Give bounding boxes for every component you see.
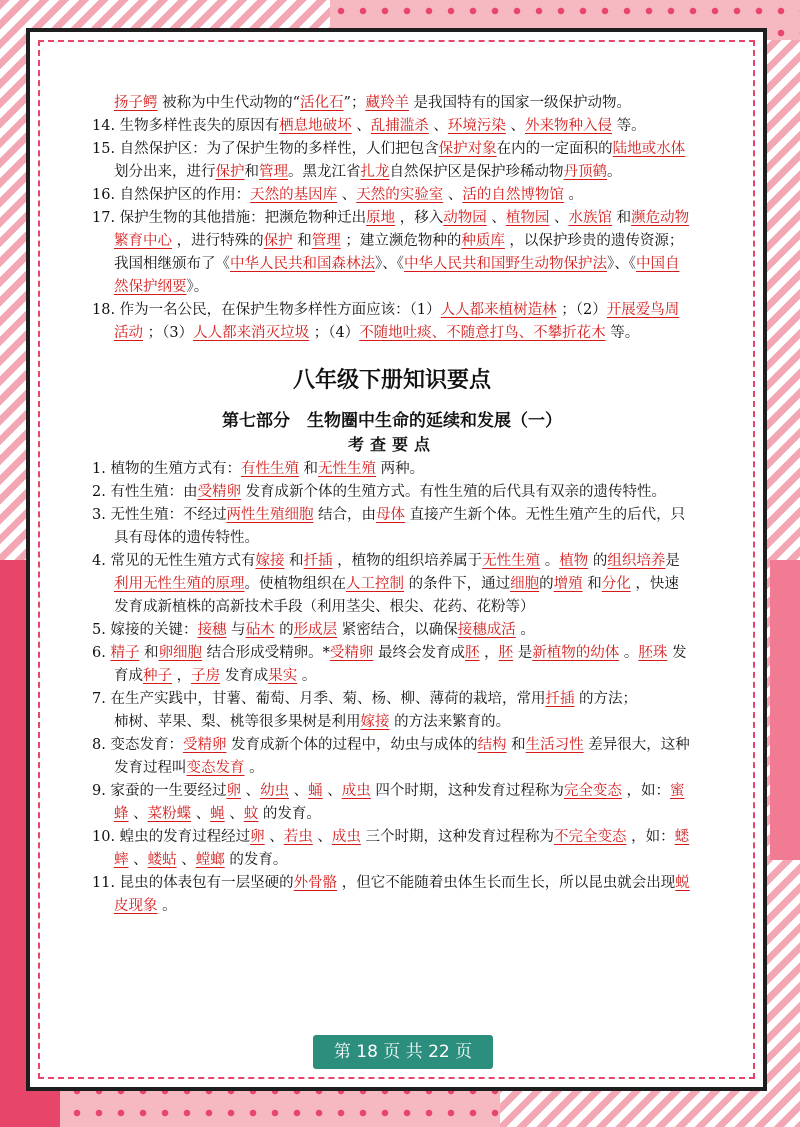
background-corner-right: [770, 560, 800, 860]
answer-text: 不完全变态: [554, 829, 627, 845]
section-title: 八年级下册知识要点: [292, 368, 491, 393]
item-text: 等。: [605, 325, 640, 341]
item-text: 。: [515, 622, 535, 638]
document-content: [92, 92, 692, 918]
item-text: 结合形成受精卵。*: [202, 645, 330, 661]
answer-text: 人人都来植树造林: [440, 302, 557, 318]
item-l14: [92, 115, 692, 138]
item-text: 》。: [186, 279, 209, 295]
item-text: 、: [428, 118, 448, 134]
answer-text: 幼虫: [260, 783, 290, 799]
answer-text: 管理: [259, 164, 288, 180]
item-text: 1. 植物的生殖方式有：: [92, 461, 241, 477]
answer-text: 外骨骼: [293, 875, 338, 891]
item-text: 的: [274, 622, 294, 638]
answer-text: 精子: [110, 645, 140, 661]
answer-text: 完全变态: [563, 783, 622, 799]
item-text: ，但它不能随着虫体生长而生长，所以昆虫就会出现: [337, 875, 676, 891]
item-l18: [92, 299, 692, 345]
item-text: 和: [582, 576, 602, 592]
item-text: 。: [619, 645, 639, 661]
answer-text: 胚: [498, 645, 514, 661]
answer-text: 栖息地破坏: [279, 118, 352, 134]
previous-section-items: [92, 92, 692, 345]
item-text: 、: [264, 829, 284, 845]
item-text: 、: [549, 210, 569, 226]
item-text: 、: [176, 852, 196, 868]
item-text: ；（2）: [556, 302, 607, 318]
answer-text: 嫁接: [255, 553, 285, 569]
answer-text: 两性生殖细胞: [226, 507, 314, 523]
answer-text: 果实: [268, 668, 298, 684]
answer-text: 有性生殖: [240, 461, 299, 477]
answer-text: 嫁接: [360, 714, 390, 730]
answer-text: 砧木: [245, 622, 275, 638]
answer-text: 螳螂: [195, 852, 225, 868]
item-text: 直接产生新个体。无性生殖产生的后代，只具有母体的遗传特性。: [114, 507, 686, 546]
item-text: 9. 家蚕的一生要经过: [92, 783, 227, 799]
item-text: ”；: [343, 95, 366, 111]
item-text: 和: [284, 553, 304, 569]
answer-text: 利用无性生殖的原理: [114, 576, 245, 592]
item-m11: [92, 872, 692, 918]
item-text: 等。: [612, 118, 646, 134]
item-text: 、: [128, 806, 148, 822]
item-text: 3. 无性生殖：不经过: [92, 507, 227, 523]
answer-text: 卵细胞: [158, 645, 203, 661]
answer-text: 蚊: [243, 806, 259, 822]
answer-text: 蝼蛄: [147, 852, 177, 868]
item-text: 是我国特有的国家一级保护动物。: [408, 95, 632, 111]
item-text: 、: [240, 783, 261, 799]
item-text: ，移入: [395, 210, 444, 226]
answer-text: 母体: [376, 507, 406, 523]
item-l15: [92, 138, 692, 184]
item-l16: [92, 184, 692, 207]
item-text: ，以保护珍贵的遗传资源；我国相继颁布了《: [114, 233, 684, 272]
answer-text: 中华人民共和国森林法: [230, 256, 375, 272]
answer-text: 丹顶鹤: [563, 164, 607, 180]
item-text: 最终会发育成: [373, 645, 466, 661]
answer-text: 分化: [601, 576, 631, 592]
answer-text: 蝇: [210, 806, 225, 822]
answer-text: 不随地吐痰、不随意打鸟、不攀折花木: [359, 325, 606, 341]
answer-text: 保护: [215, 164, 245, 180]
answer-text: 人人都来消灭垃圾: [193, 325, 310, 341]
answer-text: 天然的基因库: [250, 187, 338, 203]
item-text: 发育成: [114, 645, 687, 684]
answer-text: 濒危动物繁育中心: [114, 210, 690, 249]
answer-text: 新植物的幼体: [532, 645, 620, 661]
item-text: 差异很大，这种发育过程叫: [114, 737, 690, 776]
answer-text: 成虫: [341, 783, 371, 799]
answer-text: 菜粉蝶: [147, 806, 192, 822]
item-text: 。: [540, 553, 560, 569]
item-text: ，快速发育成新植株的高新技术手段（利用茎尖、根尖、花药、花粉等）: [114, 576, 679, 615]
answer-text: 植物园: [505, 210, 550, 226]
key-points-list: [92, 458, 692, 918]
item-text: 自然保护区是保护珍稀动物: [389, 164, 564, 180]
answer-text: 细胞: [510, 576, 540, 592]
item-text: 的: [539, 576, 554, 592]
item-text: 。: [244, 760, 264, 776]
item-text: 、: [351, 118, 371, 134]
item-text: ；建立濒危物种的: [340, 233, 462, 249]
item-m2: [92, 481, 692, 504]
item-m7b: [92, 711, 692, 734]
item-text: 》、《: [375, 256, 404, 272]
answer-text: 乱捕滥杀: [370, 118, 429, 134]
item-text: 11. 昆虫的体表包有一层坚硬的: [92, 875, 294, 891]
item-text: 。: [563, 187, 583, 203]
item-text: 的发育。: [224, 852, 288, 868]
answer-text: 无性生殖: [482, 553, 541, 569]
answer-text: 胚珠: [638, 645, 668, 661]
item-l17: [92, 207, 692, 299]
item-text: ；（4）: [309, 325, 360, 341]
item-text: 和: [292, 233, 312, 249]
answer-text: 陆地或水体: [612, 141, 686, 157]
answer-text: 卵: [250, 829, 265, 845]
item-m10: [92, 826, 692, 872]
item-text: 划分出来，进行: [114, 164, 216, 180]
answer-text: 天然的实验室: [356, 187, 444, 203]
answer-text: 蜕皮现象: [114, 875, 690, 914]
item-text: 结合，由: [313, 507, 377, 523]
answer-text: 组织培养: [607, 553, 666, 569]
answer-text: 增殖: [553, 576, 583, 592]
item-text: 、: [191, 806, 211, 822]
item-text: 、: [128, 852, 148, 868]
answer-text: 种质库: [461, 233, 505, 249]
answer-text: 扬子鳄: [114, 95, 158, 111]
item-m4: [92, 550, 692, 619]
item-text: ，如：: [621, 783, 670, 799]
answer-text: 卵: [226, 783, 241, 799]
item-text: 四个时期，这种发育过程称为: [370, 783, 564, 799]
item-text: 。: [297, 668, 317, 684]
item-text: 发育成新个体的生殖方式。有性生殖的后代具有双亲的遗传特性。: [240, 484, 667, 500]
answer-text: 受精卵: [329, 645, 374, 661]
answer-text: 活的自然博物馆: [462, 187, 564, 203]
answer-text: 扎龙: [360, 164, 390, 180]
answer-text: 中国自然保护纲要: [114, 256, 680, 295]
item-text: 、: [337, 187, 357, 203]
answer-text: 受精卵: [182, 737, 227, 753]
answer-text: 接穗成活: [457, 622, 516, 638]
item-text: 5. 嫁接的关键：: [92, 622, 198, 638]
item-text: 4. 常见的无性生殖方式有: [92, 553, 256, 569]
item-text: 发育成: [220, 668, 269, 684]
item-text: 16. 自然保护区的作用：: [92, 187, 251, 203]
item-m6: [92, 642, 692, 688]
answer-text: 扦插: [545, 691, 575, 707]
item-text: 18. 作为一名公民，在保护生物多样性方面应该：（1）: [92, 302, 441, 318]
item-text: 和: [506, 737, 526, 753]
sub-title: 考查要点: [347, 435, 436, 454]
answer-text: 种子: [143, 668, 172, 684]
item-text: 的发育。: [258, 806, 321, 822]
item-text: 与: [226, 622, 246, 638]
item-text: 15. 自然保护区：为了保护生物的多样性，人们把包含: [92, 141, 439, 157]
item-l1: [92, 92, 692, 115]
item-text: 和: [612, 210, 632, 226]
answer-text: 无性生殖: [318, 461, 377, 477]
answer-text: 接穗: [197, 622, 227, 638]
answer-text: 蛹: [308, 783, 323, 799]
item-text: 的方法来繁育的。: [389, 714, 511, 730]
item-text: ，: [172, 668, 192, 684]
item-text: 》、《: [607, 256, 636, 272]
item-text: 被称为中生代动物的“: [157, 95, 301, 111]
item-text: ，植物的组织培养属于: [332, 553, 483, 569]
item-text: 17. 保护生物的其他措施：把濒危物种迁出: [92, 210, 367, 226]
item-text: 紧密结合，以确保: [337, 622, 458, 638]
answer-text: 形成层: [293, 622, 338, 638]
answer-text: 动物园: [443, 210, 487, 226]
item-text: 7. 在生产实践中，甘薯、葡萄、月季、菊、杨、柳、薄荷的栽培，常用: [92, 691, 546, 707]
item-m1: [92, 458, 692, 481]
item-text: ，: [479, 645, 499, 661]
item-text: 的条件下，通过: [404, 576, 511, 592]
answer-text: 人工控制: [346, 576, 404, 592]
answer-text: 胚: [465, 645, 480, 661]
answer-text: 管理: [311, 233, 341, 249]
item-text: 、: [443, 187, 463, 203]
answer-text: 成虫: [331, 829, 361, 845]
item-m7: [92, 688, 692, 711]
item-m9: [92, 780, 692, 826]
part-title: 第七部分 生物圈中生命的延续和发展（一）: [222, 411, 562, 431]
item-text: 是: [665, 553, 680, 569]
item-text: 发育成新个体的过程中，幼虫与成体的: [226, 737, 478, 753]
item-text: 、: [312, 829, 332, 845]
item-text: 2. 有性生殖：由: [92, 484, 198, 500]
answer-text: 若虫: [283, 829, 313, 845]
answer-text: 开展爱鸟周活动: [114, 302, 680, 341]
item-text: 两种。: [376, 461, 425, 477]
item-text: 6.: [92, 645, 111, 661]
answer-text: 藏羚羊: [365, 95, 409, 111]
item-text: 和: [244, 164, 259, 180]
answer-text: 中华人民共和国野生动物保护法: [404, 256, 607, 272]
answer-text: 保护对象: [438, 141, 497, 157]
answer-text: 环境污染: [447, 118, 506, 134]
item-m3: [92, 504, 692, 550]
item-text: 在内的一定面积的: [496, 141, 613, 157]
item-text: 柿树、苹果、梨、桃等很多果树是利用: [114, 714, 361, 730]
item-text: ，进行特殊的: [172, 233, 264, 249]
item-text: ；（3）: [143, 325, 194, 341]
answer-text: 生活习性: [525, 737, 584, 753]
answer-text: 原地: [366, 210, 396, 226]
item-text: 和: [139, 645, 159, 661]
answer-text: 变态发育: [186, 760, 245, 776]
item-text: 。: [157, 898, 177, 914]
page-number-badge: 第 18 页 共 22 页: [313, 1035, 493, 1069]
item-text: 三个时期，这种发育过程称为: [360, 829, 554, 845]
answer-text: 蟋蟀: [114, 829, 690, 868]
item-text: ，如：: [626, 829, 675, 845]
item-text: 8. 变态发育：: [92, 737, 183, 753]
item-m8: [92, 734, 692, 780]
item-text: 14. 生物多样性丧失的原因有: [92, 118, 280, 134]
answer-text: 外来物种入侵: [525, 118, 612, 134]
item-text: 。使植物组织在: [244, 576, 346, 592]
item-text: 、: [486, 210, 506, 226]
item-m5: [92, 619, 692, 642]
item-text: 和: [298, 461, 319, 477]
item-text: 、: [224, 806, 244, 822]
item-text: 的: [588, 553, 608, 569]
item-text: 10. 蝗虫的发育过程经过: [92, 829, 251, 845]
item-text: 。: [607, 164, 622, 180]
item-text: 。黑龙江省: [288, 164, 361, 180]
item-text: 、: [322, 783, 342, 799]
item-text: 、: [505, 118, 525, 134]
answer-text: 扦插: [303, 553, 333, 569]
answer-text: 受精卵: [197, 484, 241, 500]
answer-text: 子房: [191, 668, 221, 684]
answer-text: 水族馆: [568, 210, 612, 226]
answer-text: 活化石: [300, 95, 344, 111]
answer-text: 结构: [477, 737, 507, 753]
answer-text: 植物: [559, 553, 589, 569]
answer-text: 保护: [263, 233, 293, 249]
item-text: 是: [513, 645, 533, 661]
item-text: 的方法；: [574, 691, 638, 707]
item-text: 、: [289, 783, 309, 799]
answer-text: 蜜蜂: [114, 783, 685, 822]
